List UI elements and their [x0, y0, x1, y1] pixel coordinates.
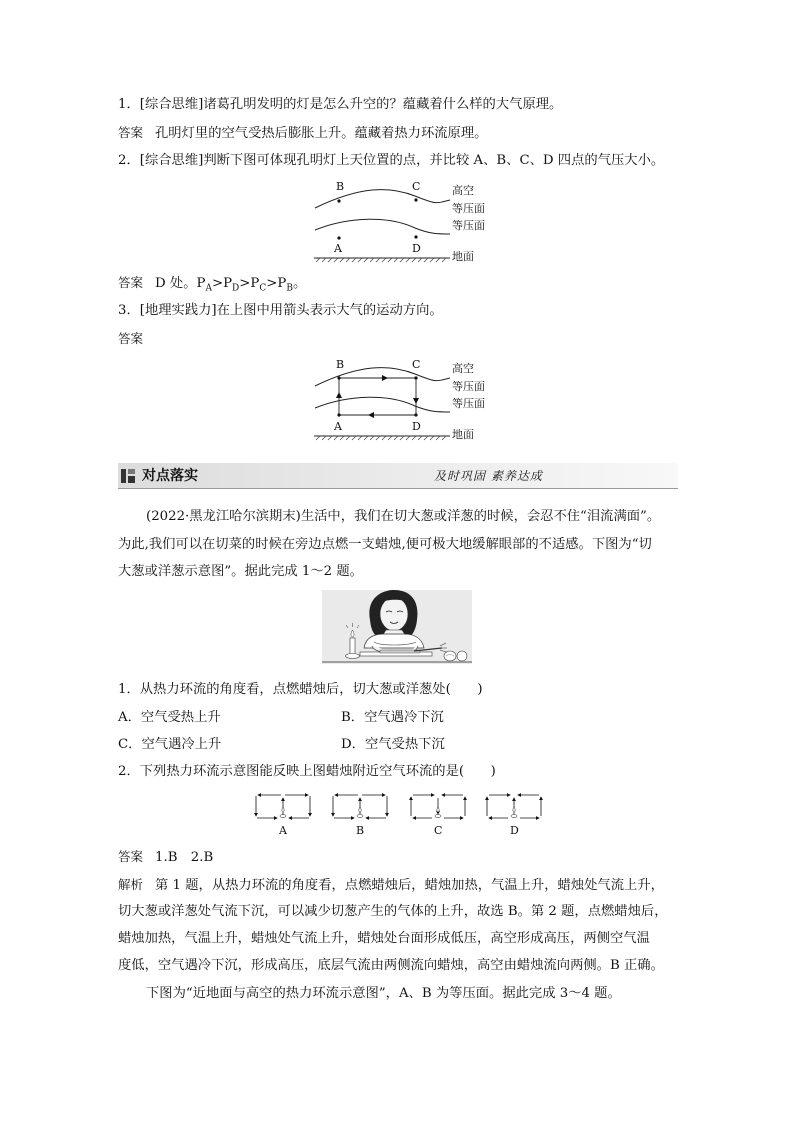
- cutting-onion-illustration: [322, 590, 472, 664]
- point-a-label: A: [334, 420, 342, 433]
- banner-rule: [118, 488, 678, 489]
- intro-line-2: 为此,我们可以在切菜的时候在旁边点燃一支蜡烛,便可极大地缓解眼部的不适感。下图为“切: [118, 537, 652, 552]
- mc-question-1: 1．从热力环流的角度看，点燃蜡烛后，切大葱或洋葱处( ): [118, 682, 483, 697]
- banner-background: [118, 463, 678, 489]
- circulation-options-figure: [250, 788, 550, 838]
- question-2: 2．[综合思维]判断下图可体现孔明灯上天位置的点，并比较 A、B、C、D 四点的气压大小。: [118, 153, 665, 168]
- diagram-c: [411, 795, 465, 818]
- analysis-label: 解析: [118, 877, 144, 892]
- label-isobar-upper: 等压面: [452, 380, 485, 393]
- label-ground: 地面: [452, 250, 474, 263]
- diagram-label-a: A: [279, 824, 287, 837]
- label-isobar-upper: 等压面: [452, 202, 485, 215]
- section-subtitle: 及时巩固 素养达成: [434, 469, 543, 483]
- label-isobar-lower: 等压面: [452, 397, 485, 410]
- label-high-altitude: 高空: [452, 362, 474, 375]
- answer-text: 孔明灯里的空气受热后膨胀上升。蕴藏着热力环流原理。: [155, 126, 488, 141]
- section-icon: [121, 469, 135, 483]
- answer-label: 答案: [118, 275, 144, 290]
- answer-label: 答案: [118, 331, 144, 346]
- intro-line-1: (2022·黑龙江哈尔滨期末)生活中，我们在切大葱或洋葱的时候，会忍不住“泪流满面”。: [146, 509, 661, 524]
- answer-2: 答案 D 处。$P_A>P_D>P_C>P_B$。: [118, 275, 307, 294]
- answer-1: [118, 124, 487, 143]
- answer-label: 答案: [118, 125, 144, 140]
- isobar-circulation-figure: [310, 358, 500, 446]
- question-1: 1．[综合思维]诸葛孔明发明的灯是怎么升空的？蕴藏着什么样的大气原理。: [118, 97, 563, 112]
- point-a-label: A: [334, 242, 342, 255]
- diagram-d: [487, 795, 541, 818]
- diagram-label-b: B: [356, 824, 365, 837]
- mc1-option-c: C．空气遇冷上升: [118, 737, 222, 752]
- label-high-altitude: 高空: [452, 184, 474, 197]
- answer-text: D 处。P: [155, 276, 206, 291]
- label-isobar-lower: 等压面: [452, 219, 485, 232]
- diagram-label-c: C: [434, 824, 443, 837]
- question-3: 3．[地理实践力]在上图中用箭头表示大气的运动方向。: [118, 303, 443, 318]
- answer-label: 答案: [118, 849, 144, 864]
- mc1-option-d: D．空气受热下沉: [341, 737, 445, 752]
- point-b-label: B: [336, 358, 345, 371]
- section-title: 对点落实: [142, 468, 198, 484]
- mc1-option-a: A．空气受热上升: [118, 710, 221, 725]
- label-ground: 地面: [452, 428, 474, 441]
- diagram-b: [333, 795, 387, 818]
- section-banner: [118, 463, 678, 489]
- point-d-label: D: [412, 242, 421, 255]
- answer-value: 1.B 2.B: [155, 850, 214, 865]
- answer-block: [118, 848, 213, 867]
- analysis-line-1: 解析 第 1 题，从热力环流的角度看，点燃蜡烛后，蜡烛加热，气温上升，蜡烛处气流上升，: [118, 877, 664, 893]
- intro-line-3: 大葱或洋葱示意图”。据此完成 1～2 题。: [118, 564, 363, 579]
- analysis-line-4: 度低，空气遇冷下沉，形成高压，底层气流由两侧流向蜡烛，高空由蜡烛流向两侧。B 正确。: [118, 958, 664, 973]
- next-intro: 下图为“近地面与高空的热力环流示意图”，A、B 为等压面。据此完成 3～4 题。: [146, 986, 621, 1001]
- analysis-line-3: 蜡烛加热，气温上升，蜡烛处气流上升，蜡烛处台面形成低压，高空形成高压，两侧空气温: [118, 931, 650, 946]
- isobar-figure: [310, 180, 500, 268]
- mc-question-2: 2．下列热力环流示意图能反映上图蜡烛附近空气环流的是( ): [118, 764, 496, 779]
- point-c-label: C: [412, 180, 421, 193]
- analysis-line-2: 切大葱或洋葱处气流下沉，可以减少切葱产生的气体的上升，故选 B。第 2 题，点燃蜡烛后，: [118, 904, 668, 919]
- diagram-label-d: D: [510, 824, 519, 837]
- point-c-label: C: [412, 358, 421, 371]
- answer-3: [118, 330, 155, 349]
- point-d-label: D: [412, 420, 421, 433]
- diagram-a: [256, 795, 310, 818]
- mc1-option-b: B．空气遇冷下沉: [341, 710, 444, 725]
- point-b-label: B: [336, 180, 345, 193]
